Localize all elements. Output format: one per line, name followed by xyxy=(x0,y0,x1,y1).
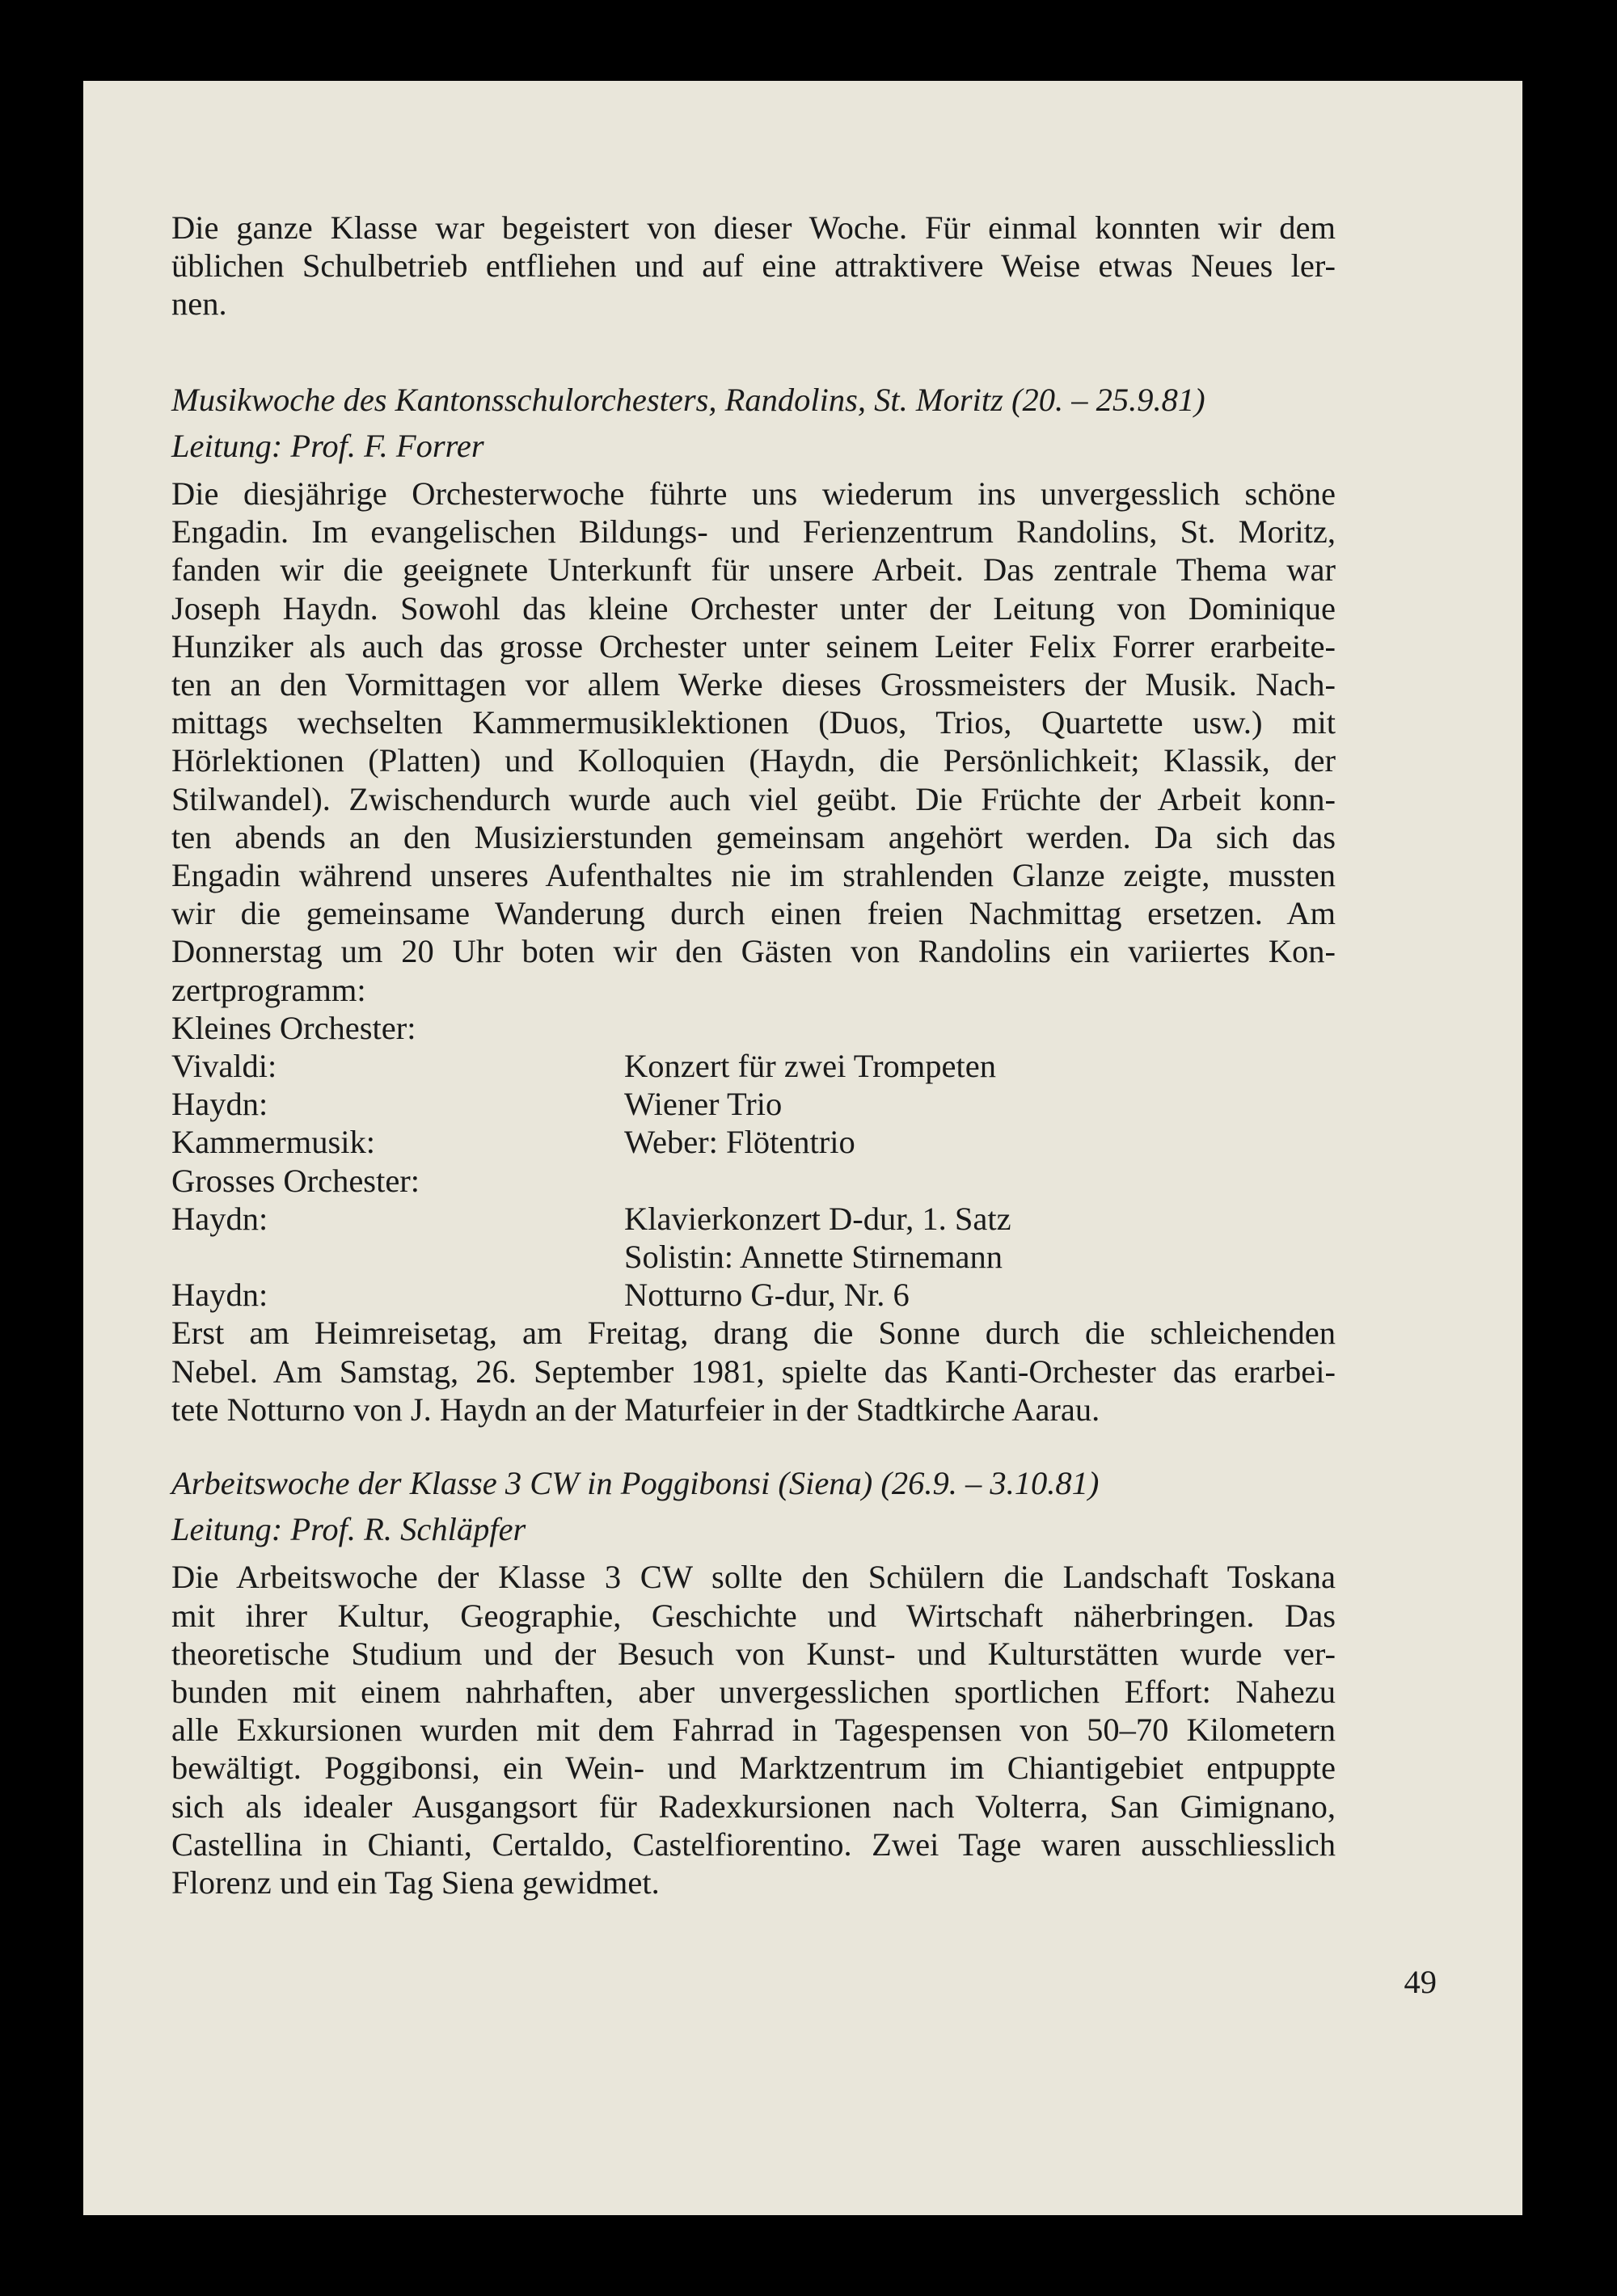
program-row xyxy=(171,1085,1336,1123)
section-leitung: Leitung: Prof. F. Forrer xyxy=(171,427,484,464)
intro-paragraph xyxy=(171,209,1336,323)
text-line: Castellina in Chianti, Certaldo, Castelfiorentino. Zwei Tage waren ausschliesslich xyxy=(171,1825,1336,1863)
program-label: Grosses Orchester: xyxy=(171,1162,420,1199)
program-piece xyxy=(624,1162,1336,1200)
text-line: ten an den Vormittagen vor allem Werke dieses Grossmeisters der Musik. Nach- xyxy=(171,666,1336,703)
section-body xyxy=(171,475,1336,1009)
section-title: Musikwoche des Kantonsschulorchesters, Randolins, St. Moritz (20. – 25.9.81) xyxy=(171,381,1205,418)
text-line: Hörlektionen (Platten) und Kolloquien (Haydn, die Persönlichkeit; Klassik, der xyxy=(171,742,1336,779)
program-label: Kammermusik: xyxy=(171,1124,375,1161)
program-row xyxy=(171,1238,1336,1276)
program-row xyxy=(171,1047,1336,1085)
text-line: üblichen Schulbetrieb entfliehen und auf eine attraktivere Weise etwas Neues ler- xyxy=(171,247,1336,285)
text-line: nen. xyxy=(171,285,227,323)
text-line: Erst am Heimreisetag, am Freitag, drang die Sonne durch die schleichenden xyxy=(171,1315,1336,1352)
program-piece: Wiener Trio xyxy=(624,1086,783,1123)
text-line: alle Exkursionen wurden mit dem Fahrrad in Tagespensen von 50–70 Kilometern xyxy=(171,1711,1336,1749)
text-line: Joseph Haydn. Sowohl das kleine Orchester unter der Leitung von Dominique xyxy=(171,589,1336,627)
program-row xyxy=(171,1162,1336,1200)
program-piece xyxy=(624,1009,1336,1047)
program-row xyxy=(171,1009,1336,1047)
page-content xyxy=(171,209,1336,1901)
text-line: Die diesjährige Orchesterwoche führte uns wiederum ins unvergesslich schöne xyxy=(171,475,1336,513)
program-label: Haydn: xyxy=(171,1200,268,1237)
program-piece: Konzert für zwei Trompeten xyxy=(624,1048,997,1085)
text-line: Donnerstag um 20 Uhr boten wir den Gästen von Randolins ein variiertes Kon- xyxy=(171,933,1336,970)
program-label: Kleines Orchester: xyxy=(171,1009,416,1046)
program-label: Haydn: xyxy=(171,1277,268,1314)
section-leitung: Leitung: Prof. R. Schläpfer xyxy=(171,1511,526,1548)
concert-program xyxy=(171,1009,1336,1315)
text-line: fanden wir die geeignete Unterkunft für unsere Arbeit. Das zentrale Thema war xyxy=(171,551,1336,589)
text-line: zertprogramm: xyxy=(171,971,366,1008)
text-line: Die Arbeitswoche der Klasse 3 CW sollte den Schülern die Landschaft Toskana xyxy=(171,1559,1336,1596)
program-piece: Notturno G-dur, Nr. 6 xyxy=(624,1277,910,1314)
text-line: Florenz und ein Tag Siena gewidmet. xyxy=(171,1864,660,1901)
text-line: Hunziker als auch das grosse Orchester unter seinem Leiter Felix Forrer erarbeite- xyxy=(171,627,1336,665)
program-label: Haydn: xyxy=(171,1086,268,1123)
program-row xyxy=(171,1200,1336,1238)
text-line: bunden mit einem nahrhaften, aber unvergesslichen sportlichen Effort: Nahezu xyxy=(171,1673,1336,1710)
section-title: Arbeitswoche der Klasse 3 CW in Poggibonsi (Siena) (26.9. – 3.10.81) xyxy=(171,1464,1100,1501)
text-line: wir die gemeinsame Wanderung durch einen freien Nachmittag ersetzen. Am xyxy=(171,895,1336,932)
document-page xyxy=(83,81,1522,2215)
page-number: 49 xyxy=(1404,1964,1437,2000)
text-line: mit ihrer Kultur, Geographie, Geschichte und Wirtschaft näherbringen. Das xyxy=(171,1597,1336,1634)
program-row xyxy=(171,1276,1336,1314)
text-line: Engadin. Im evangelischen Bildungs- und Ferienzentrum Randolins, St. Moritz, xyxy=(171,513,1336,551)
program-piece: Klavierkonzert D-dur, 1. Satz xyxy=(624,1200,1011,1237)
text-line: mittags wechselten Kammermusiklektionen (Duos, Trios, Quartette usw.) mit xyxy=(171,704,1336,741)
program-label xyxy=(171,1238,624,1276)
text-line: ten abends an den Musizierstunden gemeinsam angehört werden. Da sich das xyxy=(171,818,1336,855)
section-music-week xyxy=(171,381,1336,1429)
text-line: sich als idealer Ausgangsort für Radexkursionen nach Volterra, San Gimignano, xyxy=(171,1787,1336,1825)
text-line: tete Notturno von J. Haydn an der Maturfeier in der Stadtkirche Aarau. xyxy=(171,1391,1100,1428)
text-line: bewältigt. Poggibonsi, ein Wein- und Marktzentrum im Chiantigebiet entpuppte xyxy=(171,1749,1336,1787)
program-piece: Solistin: Annette Stirnemann xyxy=(624,1238,1003,1275)
section-work-week xyxy=(171,1464,1336,1901)
program-row xyxy=(171,1123,1336,1161)
section-closing xyxy=(171,1314,1336,1429)
text-line: Stilwandel). Zwischendurch wurde auch viel geübt. Die Früchte der Arbeit konn- xyxy=(171,780,1336,817)
text-line: Engadin während unseres Aufenthaltes nie im strahlenden Glanze zeigte, mussten xyxy=(171,857,1336,894)
section-body xyxy=(171,1558,1336,1901)
text-line: Die ganze Klasse war begeistert von dieser Woche. Für einmal konnten wir dem xyxy=(171,209,1336,246)
program-piece: Weber: Flötentrio xyxy=(624,1124,855,1161)
text-line: Nebel. Am Samstag, 26. September 1981, spielte das Kanti-Orchester das erarbei- xyxy=(171,1353,1336,1390)
text-line: theoretische Studium und der Besuch von Kunst- und Kulturstätten wurde ver- xyxy=(171,1635,1336,1672)
program-label: Vivaldi: xyxy=(171,1048,277,1085)
